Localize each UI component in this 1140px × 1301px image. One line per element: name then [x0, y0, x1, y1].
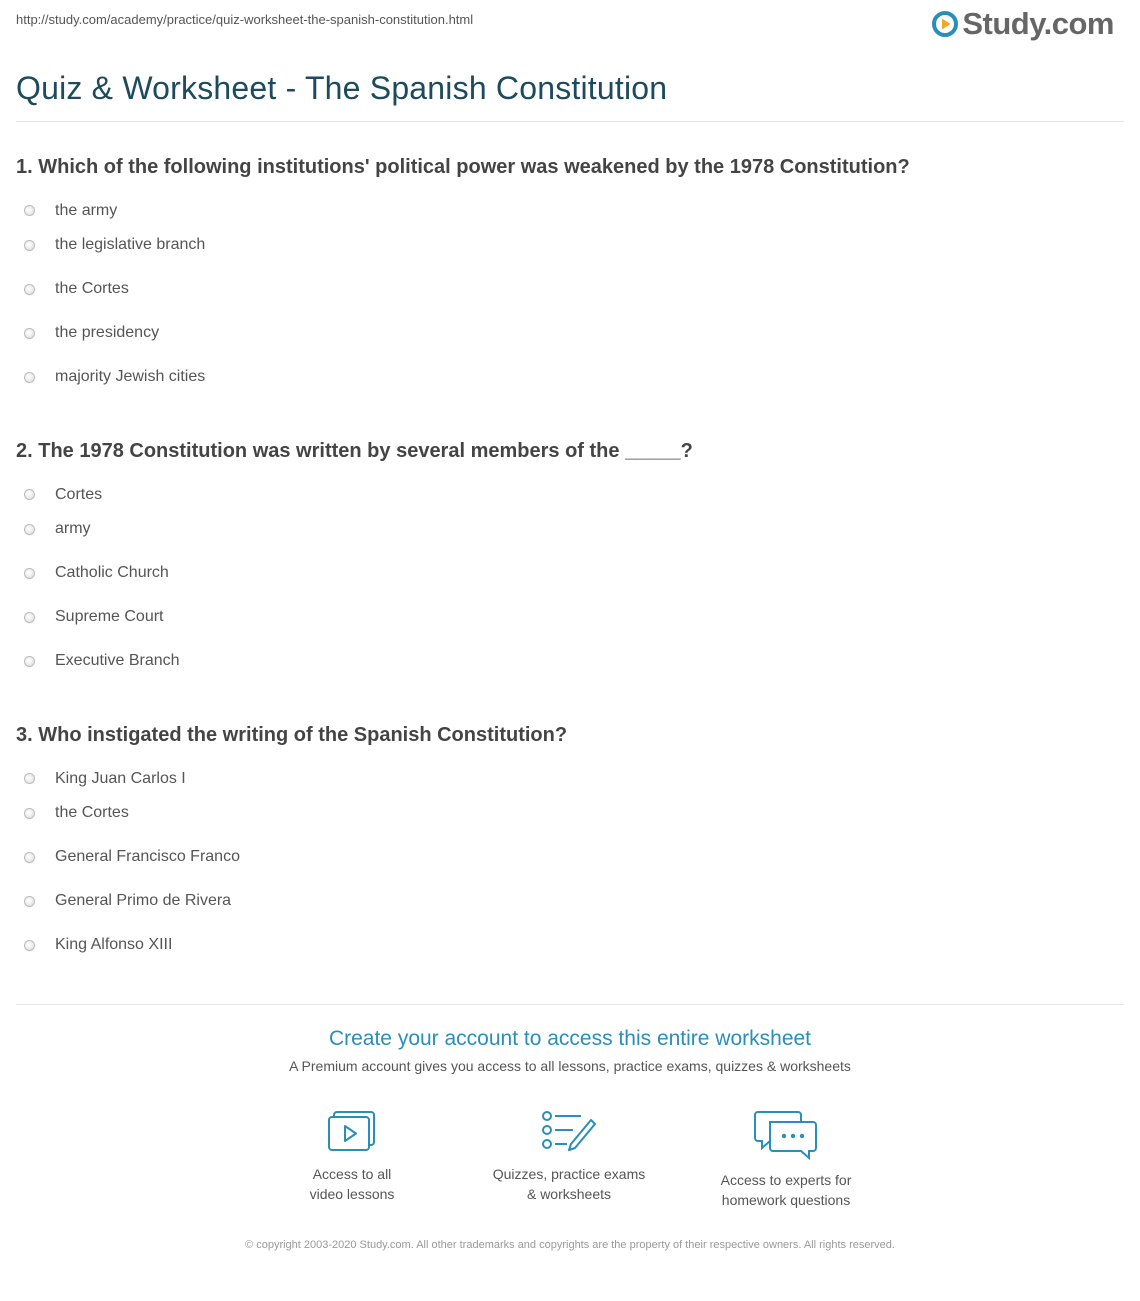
- answer-option[interactable]: [16, 267, 1116, 311]
- answer-option[interactable]: [16, 791, 1116, 835]
- option-label: General Francisco Franco: [55, 848, 240, 865]
- chat-bubbles-icon: [754, 1110, 818, 1160]
- radio-button[interactable]: [24, 205, 35, 216]
- question-3: [16, 723, 1116, 967]
- radio-button[interactable]: [24, 896, 35, 907]
- feature-label: Access to all video lessons: [309, 1166, 395, 1202]
- question-text: 2. The 1978 Constitution was written by several members of the _____?: [16, 440, 693, 462]
- feature-label: Access to experts for homework questions: [720, 1172, 852, 1208]
- radio-button[interactable]: [24, 328, 35, 339]
- option-label: the army: [55, 201, 118, 219]
- feature-quizzes: [469, 1110, 669, 1204]
- radio-button[interactable]: [24, 773, 35, 784]
- radio-button[interactable]: [24, 656, 35, 667]
- question-1: [16, 155, 1116, 399]
- video-lesson-icon: [327, 1110, 377, 1154]
- cta-subtitle: A Premium account gives you access to all lessons, practice exams, quizzes & worksheets: [289, 1058, 851, 1074]
- feature-experts: [686, 1110, 886, 1210]
- radio-button[interactable]: [24, 240, 35, 251]
- play-logo-icon: [932, 11, 958, 37]
- answer-options: [16, 766, 1116, 967]
- question-2: [16, 439, 1116, 683]
- answer-option[interactable]: [16, 923, 1116, 967]
- feature-video-lessons: [252, 1110, 452, 1204]
- option-label: King Alfonso XIII: [55, 936, 173, 953]
- create-account-cta: [0, 1027, 1140, 1074]
- option-label: the Cortes: [55, 280, 129, 297]
- answer-option[interactable]: [16, 482, 1116, 507]
- answer-options: [16, 198, 1116, 399]
- answer-option[interactable]: [16, 223, 1116, 267]
- page-url: http://study.com/academy/practice/quiz-worksheet-the-spanish-constitution.html: [16, 12, 474, 27]
- question-text: 1. Which of the following institutions' political power was weakened by the 1978 Constitution?: [16, 156, 910, 178]
- radio-button[interactable]: [24, 808, 35, 819]
- answer-option[interactable]: [16, 595, 1116, 639]
- radio-button[interactable]: [24, 568, 35, 579]
- answer-option[interactable]: [16, 507, 1116, 551]
- title-divider: [16, 121, 1124, 122]
- feature-label: Quizzes, practice exams & worksheets: [492, 1166, 646, 1202]
- radio-button[interactable]: [24, 372, 35, 383]
- quiz-checklist-icon: [541, 1110, 597, 1154]
- radio-button[interactable]: [24, 612, 35, 623]
- answer-option[interactable]: [16, 355, 1116, 399]
- option-label: Catholic Church: [55, 564, 169, 581]
- cta-divider: [16, 1004, 1124, 1005]
- question-text: 3. Who instigated the writing of the Spanish Constitution?: [16, 724, 568, 746]
- page-title: Quiz & Worksheet - The Spanish Constitution: [16, 70, 668, 106]
- answer-option[interactable]: [16, 198, 1116, 223]
- radio-button[interactable]: [24, 524, 35, 535]
- option-label: the Cortes: [55, 804, 129, 821]
- answer-option[interactable]: [16, 639, 1116, 683]
- copyright-notice: © copyright 2003-2020 Study.com. All other trademarks and copyrights are the property of their respective owners. All rights reserved.: [245, 1239, 895, 1251]
- answer-option[interactable]: [16, 879, 1116, 923]
- answer-option[interactable]: [16, 835, 1116, 879]
- option-label: majority Jewish cities: [55, 368, 206, 385]
- option-label: General Primo de Rivera: [55, 892, 232, 909]
- option-label: army: [55, 520, 91, 537]
- option-label: Cortes: [55, 485, 103, 503]
- answer-option[interactable]: [16, 311, 1116, 355]
- answer-options: [16, 482, 1116, 683]
- option-label: the presidency: [55, 324, 160, 341]
- study-logo[interactable]: [932, 8, 1114, 40]
- radio-button[interactable]: [24, 284, 35, 295]
- answer-option[interactable]: [16, 551, 1116, 595]
- radio-button[interactable]: [24, 489, 35, 500]
- option-label: King Juan Carlos I: [55, 769, 186, 787]
- radio-button[interactable]: [24, 852, 35, 863]
- option-label: the legislative branch: [55, 236, 206, 253]
- radio-button[interactable]: [24, 940, 35, 951]
- answer-option[interactable]: [16, 766, 1116, 791]
- option-label: Supreme Court: [55, 608, 164, 625]
- option-label: Executive Branch: [55, 652, 180, 669]
- logo-text: Study.com: [962, 6, 1114, 41]
- create-account-link[interactable]: Create your account to access this entire worksheet: [328, 1027, 812, 1050]
